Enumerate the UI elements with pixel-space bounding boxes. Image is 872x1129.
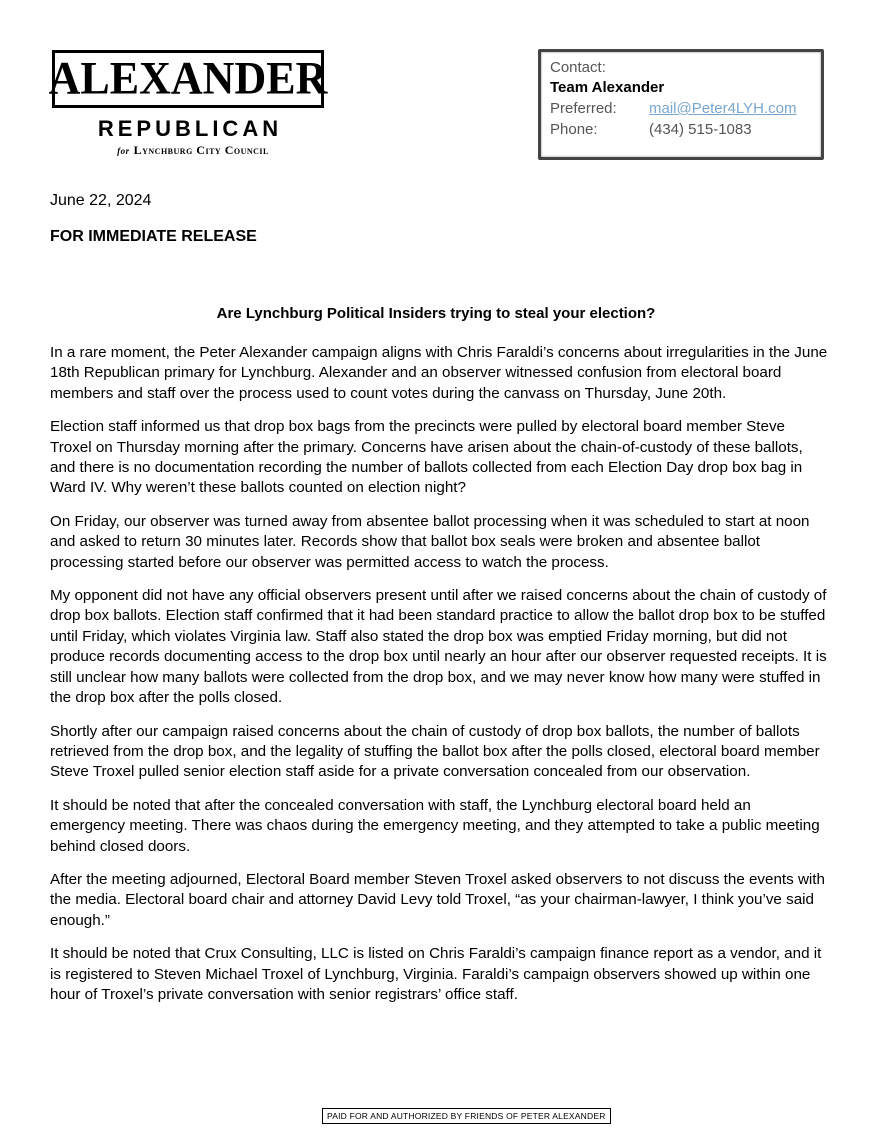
contact-preferred-row: [550, 100, 617, 117]
campaign-logo: [48, 50, 330, 160]
contact-phone-row: [550, 121, 598, 138]
contact-box: [538, 49, 824, 160]
logo-party: REPUBLICAN: [97, 116, 283, 141]
logo-for: for: [117, 146, 130, 156]
release-label: FOR IMMEDIATE RELEASE: [50, 228, 257, 245]
paragraph-3: On Friday, our observer was turned away from absentee ballot processing when it was scheduled to start at noon and asked to return 30 minutes later. Records show that ballot box seals were broken and absentee ballot processing started before our observer was permitted access to watch the process.: [50, 512, 810, 571]
logo-office: [88, 143, 298, 158]
paragraph-1: In a rare moment, the Peter Alexander campaign aligns with Chris Faraldi’s concerns about irregularities in the June 18th Republican primary for Lynchburg. Alexander and an observer witnessed confusion from electoral board members and staff over the process used to count votes during the canvass on Thursday, June 20th.: [50, 344, 828, 402]
logo-office-text: Lynchburg City Council: [133, 143, 269, 157]
preferred-label: Preferred:: [550, 100, 617, 117]
release-date: June 22, 2024: [50, 192, 152, 209]
contact-team: Team Alexander: [550, 79, 665, 96]
paragraph-7: After the meeting adjourned, Electoral Board member Steven Troxel asked observers to not discuss the events with the media. Electoral board chair and attorney David Levy told Troxel, “as your chairman-lawyer, I think you’ve said enough.”: [50, 870, 825, 929]
phone-label: Phone:: [550, 121, 598, 138]
press-release-body: [50, 343, 828, 1018]
contact-label: Contact:: [550, 59, 606, 76]
paid-for-disclaimer: PAID FOR AND AUTHORIZED BY FRIENDS OF PETER ALEXANDER: [322, 1108, 611, 1124]
headline: Are Lynchburg Political Insiders trying to steal your election?: [216, 305, 656, 322]
logo-name: ALEXANDER: [48, 52, 328, 105]
paragraph-2: Election staff informed us that drop box bags from the precincts were pulled by electoral board member Steve Troxel on Thursday morning after the primary. Concerns have arisen about the chain-of-custody of these ballots, and there is no documentation recording the number of ballots collected from each Election Day drop box bag in Ward IV. Why weren’t these ballots counted on election night?: [50, 418, 803, 497]
contact-phone: (434) 515-1083: [649, 121, 752, 138]
paragraph-8: It should be noted that Crux Consulting, LLC is listed on Chris Faraldi’s campaign finance report as a vendor, and it is registered to Steven Michael Troxel of Lynchburg, Virginia. Faraldi’s campaign observers showed up within one hour of Troxel’s private conversation with senior registrars’ office staff.: [50, 945, 822, 1003]
paragraph-6: It should be noted that after the concealed conversation with staff, the Lynchburg electoral board held an emergency meeting. There was chaos during the emergency meeting, and they attempted to take a public meeting behind closed doors.: [50, 796, 820, 855]
logo-name-box: [48, 50, 328, 108]
paragraph-5: Shortly after our campaign raised concerns about the chain of custody of drop box ballots, the number of ballots retrieved from the drop box, and the legality of stuffing the ballot box after the polls closed, electoral board member Steve Troxel pulled senior election staff aside for a private conversation concealed from our observation.: [50, 722, 820, 781]
contact-email-link[interactable]: mail@Peter4LYH.com: [649, 100, 797, 117]
paragraph-4: My opponent did not have any official observers present until after we raised concerns about the chain of custody of drop box ballots. Election staff confirmed that it had been standard practice to allow the ballot drop box to be stuffed until Friday, which violates Virginia law. Staff also stated the drop box was emptied Friday morning, but did not produce records documenting access to the drop box until nearly an hour after our observer requested receipts. It is still unclear how many ballots were collected from the drop box, and we may never know how many were stuffed in the drop box after the polls closed.: [50, 587, 827, 707]
